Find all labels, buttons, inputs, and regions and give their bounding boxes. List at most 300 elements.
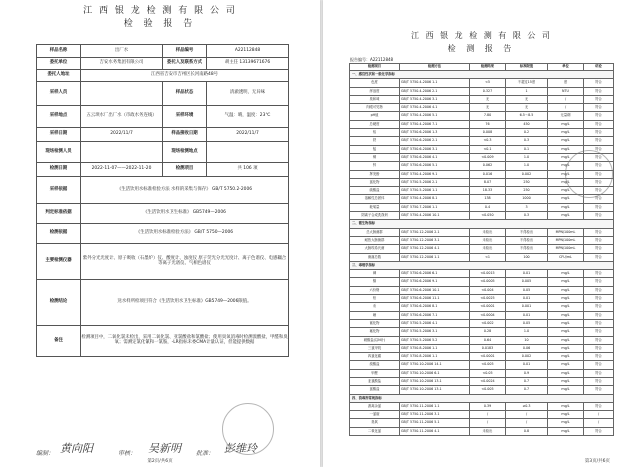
info-row bbox=[37, 142, 289, 163]
table-cell: mg/L bbox=[548, 344, 584, 352]
table-cell: GB/T 5750.6-2006 7.1 bbox=[400, 311, 470, 319]
table-cell: GB/T 5750.7-2006 1.1 bbox=[400, 203, 470, 211]
info-cell: 紫外分光光度计、原子吸收（石墨炉）仪、酸度计、浊度仪 原子荧光分光光度计、离子色谱仪、电感耦合等离子光谱仪、气相色谱仪 bbox=[81, 244, 289, 280]
table-cell: GB/T 5750.5-2006 4.1 bbox=[400, 319, 470, 327]
table-cell: mg/L bbox=[548, 162, 584, 170]
table-cell: GB/T 5750.6-2006 2.1 bbox=[400, 137, 470, 145]
table-cell: 0.01 bbox=[506, 361, 548, 369]
table-cell: 0.28 bbox=[470, 328, 506, 336]
table-cell: mg/L bbox=[548, 353, 584, 361]
table-cell: GB/T 5750.4-2006 2.1 bbox=[400, 87, 470, 95]
table-cell: 四氯化碳 bbox=[350, 353, 400, 361]
table-cell: 符合 bbox=[584, 328, 614, 336]
table-cell: 符合 bbox=[584, 212, 614, 220]
info-cell: 检测项目中，二氧化氯未检出，采用二氧化氯、亚氯酸盐和氯酸盐；使用臭氧消毒时检测溴酸盐，甲醛和臭氧；需测定氯化氰和一氯胺，-LR指标未委CMA计量认证，但能提供数据 bbox=[81, 326, 289, 357]
reviewer-label: 审核： bbox=[118, 450, 137, 457]
table-cell: 锰 bbox=[350, 145, 400, 153]
table-cell: 0.01 bbox=[506, 270, 548, 278]
table-cell: <0.004 bbox=[470, 286, 506, 294]
table-cell: mg/L bbox=[548, 270, 584, 278]
section-header: 三、毒理学指标 bbox=[350, 261, 614, 269]
table-cell: 未检出 bbox=[470, 427, 506, 435]
table-cell: MPN/100mL bbox=[548, 245, 584, 253]
table-cell: 六价铬 bbox=[350, 286, 400, 294]
table-cell: 0.4 bbox=[470, 203, 506, 211]
table-cell: 1000 bbox=[506, 195, 548, 203]
table-cell: 溶解性总固体 bbox=[350, 195, 400, 203]
table-cell: 符合 bbox=[584, 311, 614, 319]
table-cell: mg/L bbox=[548, 369, 584, 377]
table-cell: <0.050 bbox=[470, 212, 506, 220]
company-name: 江 西 银 龙 检 测 有 限 公 司 bbox=[411, 31, 552, 40]
table-cell: 250 bbox=[506, 178, 548, 186]
section-header: 一、感官性状和一般化学指标 bbox=[350, 71, 614, 79]
info-cell: 江西省吉安市吉州区长河南路48号 bbox=[81, 70, 289, 82]
info-cell: 采样地点 bbox=[37, 106, 81, 128]
info-cell: 样品名称 bbox=[37, 45, 81, 58]
table-row bbox=[350, 411, 614, 419]
table-cell: 总大肠菌群 bbox=[350, 228, 400, 236]
info-cell: 吉安水务集团有限公司 bbox=[81, 58, 163, 70]
info-row bbox=[37, 58, 289, 70]
table-row bbox=[350, 369, 614, 377]
table-cell: / bbox=[584, 411, 614, 419]
table-cell: GB/T 5750.6-2006 10.1 bbox=[400, 286, 470, 294]
table-cell: mg/L bbox=[548, 137, 584, 145]
table-cell: 符合 bbox=[584, 278, 614, 286]
info-row bbox=[37, 326, 289, 357]
table-cell: GB/T 5750.11-2006 3.1 bbox=[400, 411, 470, 419]
table-row bbox=[350, 261, 614, 269]
table-cell: 无 bbox=[506, 104, 548, 112]
table-cell: 0.64 bbox=[470, 336, 506, 344]
table-cell: 0.002 bbox=[506, 170, 548, 178]
table-cell: 符合 bbox=[584, 377, 614, 385]
compiler-signature: 黄向阳 bbox=[60, 442, 93, 455]
table-cell: GB/T 5750.8-2006 1.1 bbox=[400, 353, 470, 361]
table-cell: 符合 bbox=[584, 295, 614, 303]
table-cell: / bbox=[548, 95, 584, 103]
table-cell: 0.05 bbox=[506, 319, 548, 327]
table-cell: 氟化物 bbox=[350, 328, 400, 336]
table-cell: 臭和味 bbox=[350, 95, 400, 103]
table-cell: 符合 bbox=[584, 203, 614, 211]
table-cell: 1.0 bbox=[506, 162, 548, 170]
info-cell bbox=[81, 82, 163, 106]
table-row bbox=[350, 419, 614, 427]
table-cell: <1 bbox=[470, 253, 506, 261]
info-row bbox=[37, 204, 289, 224]
table-cell: mg/L bbox=[548, 145, 584, 153]
table-cell: 76 bbox=[470, 120, 506, 128]
table-cell: / bbox=[548, 104, 584, 112]
table-row bbox=[350, 286, 614, 294]
table-cell: <0.005 bbox=[470, 386, 506, 394]
info-cell: 气温：晴，温度：23℃ bbox=[207, 106, 289, 128]
official-seal bbox=[565, 150, 613, 198]
table-cell: 符合 bbox=[584, 369, 614, 377]
company-name: 江 西 银 龙 检 测 有 限 公 司 bbox=[83, 6, 237, 16]
table-cell: 总硬度 bbox=[350, 120, 400, 128]
table-cell: 硝酸盐(以N计) bbox=[350, 336, 400, 344]
table-cell: <0.009 bbox=[470, 153, 506, 161]
table-cell: GB/T 5750.4-2006 3.1 bbox=[400, 95, 470, 103]
section-header: 二、微生物指标 bbox=[350, 220, 614, 228]
table-cell: 氯化物 bbox=[350, 178, 400, 186]
table-cell: <5 bbox=[470, 79, 506, 87]
table-cell: GB/T 5750.12-2006 3.1 bbox=[400, 236, 470, 244]
table-cell: 甲醛 bbox=[350, 369, 400, 377]
table-cell: 0.3 bbox=[506, 212, 548, 220]
table-cell: 汞 bbox=[350, 303, 400, 311]
table-cell: <0.0025 bbox=[470, 295, 506, 303]
table-cell: 铜 bbox=[350, 153, 400, 161]
table-cell: 符合 bbox=[584, 153, 614, 161]
table-cell: <0.0024 bbox=[470, 377, 506, 385]
table-cell: 符合 bbox=[584, 319, 614, 327]
table-cell: GB/T 5750.12-2006 4.1 bbox=[400, 245, 470, 253]
table-cell: mg/L bbox=[548, 295, 584, 303]
info-cell: A22112848 bbox=[207, 45, 289, 58]
table-row bbox=[350, 212, 614, 220]
info-cell: 检测依据 bbox=[37, 224, 81, 244]
info-cell: 委托单位 bbox=[37, 58, 81, 70]
reviewer-signature: 吴新明 bbox=[148, 442, 181, 455]
table-cell: mg/L bbox=[548, 419, 584, 427]
table-cell: 大肠埃希氏菌 bbox=[350, 245, 400, 253]
table-cell: 0.7 bbox=[506, 377, 548, 385]
table-cell: 符合 bbox=[584, 303, 614, 311]
table-cell: GB/T 5750.10-2006 6.1 bbox=[400, 369, 470, 377]
table-cell: GB/T 5750.12-2006 2.1 bbox=[400, 228, 470, 236]
info-cell: 《生活饮用水标准检验方法 水样的采集与保存》 GB/T 5750.2-2006 bbox=[81, 177, 289, 204]
table-cell: 游离余氯 bbox=[350, 402, 400, 410]
table-cell: 耗氧量 bbox=[350, 203, 400, 211]
compiler-label: 编制： bbox=[36, 450, 55, 457]
table-cell: 0.2 bbox=[506, 129, 548, 137]
table-cell: 符合 bbox=[584, 129, 614, 137]
table-cell: 砷 bbox=[350, 270, 400, 278]
info-cell: 《生活饮用水卫生标准》 GB5749—2006 bbox=[81, 204, 289, 224]
table-cell: 不得检出 bbox=[506, 228, 548, 236]
table-cell: mg/L bbox=[548, 153, 584, 161]
table-cell: 0.1 bbox=[506, 145, 548, 153]
table-cell: NTU bbox=[548, 87, 584, 95]
table-cell: 0.05 bbox=[506, 286, 548, 294]
table-cell: GB/T 5750.4-2006 4.1 bbox=[400, 104, 470, 112]
table-cell: 符合 bbox=[584, 79, 614, 87]
table-cell: 臭氧 bbox=[350, 419, 400, 427]
table-cell: 0.9 bbox=[506, 369, 548, 377]
info-row bbox=[37, 70, 289, 82]
table-cell: 符合 bbox=[584, 120, 614, 128]
table-cell: <0.0001 bbox=[470, 353, 506, 361]
official-seal bbox=[222, 403, 274, 455]
table-cell: pH值 bbox=[350, 112, 400, 120]
info-cell: 现场检测地点 bbox=[163, 142, 207, 163]
table-cell: 0.016 bbox=[470, 170, 506, 178]
table-row bbox=[350, 295, 614, 303]
info-cell: 采样依据 bbox=[37, 177, 81, 204]
table-row bbox=[350, 311, 614, 319]
table-row bbox=[350, 95, 614, 103]
info-cell: 委托人及联系方式 bbox=[163, 58, 207, 70]
table-cell: GB/T 5750.11-2006 4.1 bbox=[400, 427, 470, 435]
info-cell: 判定标准依据 bbox=[37, 204, 81, 224]
table-cell: / bbox=[470, 419, 506, 427]
table-cell: 符合 bbox=[584, 170, 614, 178]
table-cell: 铁 bbox=[350, 137, 400, 145]
table-row bbox=[350, 104, 614, 112]
table-cell: 0.7 bbox=[506, 386, 548, 394]
table-cell: 符合 bbox=[584, 95, 614, 103]
table-cell: 肉眼可见物 bbox=[350, 104, 400, 112]
info-cell: 胡主任 13139671676 bbox=[207, 58, 289, 70]
approver-signature: 彭维玲 bbox=[224, 442, 257, 455]
info-row bbox=[37, 128, 289, 142]
table-cell: mg/L bbox=[548, 170, 584, 178]
table-cell: GB/T 5750.5-2006 2.1 bbox=[400, 178, 470, 186]
column-header: 结论 bbox=[584, 64, 614, 71]
info-cell: 备注 bbox=[37, 326, 81, 357]
info-cell: 主要检测仪器 bbox=[37, 244, 81, 280]
table-row bbox=[350, 79, 614, 87]
table-cell: mg/L bbox=[548, 195, 584, 203]
table-cell: 符合 bbox=[584, 245, 614, 253]
table-cell: 符合 bbox=[584, 162, 614, 170]
info-cell: 出厂水 bbox=[81, 45, 163, 58]
table-cell: / bbox=[506, 411, 548, 419]
info-cell: 2022/11/7 bbox=[207, 128, 289, 142]
report-number: 报告编号：A22112848 bbox=[350, 57, 394, 62]
table-cell: mg/L bbox=[548, 286, 584, 294]
table-cell: GB/T 5750.5-2006 3.1 bbox=[400, 328, 470, 336]
table-cell: 挥发酚 bbox=[350, 170, 400, 178]
table-cell: 符合 bbox=[584, 236, 614, 244]
table-cell: CFU/mL bbox=[548, 253, 584, 261]
table-cell: 未检出 bbox=[470, 228, 506, 236]
table-row bbox=[350, 427, 614, 435]
table-cell: 7.80 bbox=[470, 112, 506, 120]
table-cell: 1.0 bbox=[506, 328, 548, 336]
table-cell: 符合 bbox=[584, 286, 614, 294]
table-cell: 硫酸盐 bbox=[350, 187, 400, 195]
table-cell: GB/T 5750.6-2006 8.1 bbox=[400, 303, 470, 311]
table-cell: <0.0001 bbox=[470, 303, 506, 311]
table-cell: mg/L bbox=[548, 402, 584, 410]
column-header: 单位 bbox=[548, 64, 584, 71]
table-cell: 0.06 bbox=[506, 344, 548, 352]
table-cell: mg/L bbox=[548, 427, 584, 435]
table-cell: 符合 bbox=[584, 336, 614, 344]
table-cell: 0.002 bbox=[506, 353, 548, 361]
table-cell: GB/T 5750.5-2006 1.1 bbox=[400, 187, 470, 195]
table-cell: GB/T 5750.4-2006 8.1 bbox=[400, 195, 470, 203]
table-cell: 锌 bbox=[350, 162, 400, 170]
info-row bbox=[37, 280, 289, 326]
table-cell: mg/L bbox=[548, 361, 584, 369]
table-cell: 铝 bbox=[350, 129, 400, 137]
table-cell: <0.3 bbox=[470, 137, 506, 145]
table-cell: 一氯胺 bbox=[350, 411, 400, 419]
table-cell: mg/L bbox=[548, 278, 584, 286]
table-cell: 未检出 bbox=[470, 245, 506, 253]
table-cell: 符合 bbox=[584, 187, 614, 195]
table-cell: GB/T 5750.8-2006 1.1 bbox=[400, 344, 470, 352]
sample-info-table bbox=[36, 44, 289, 357]
table-cell: <0.0015 bbox=[470, 270, 506, 278]
table-cell: 未检出 bbox=[470, 236, 506, 244]
table-cell: 0.327 bbox=[470, 87, 506, 95]
info-row bbox=[37, 45, 289, 58]
table-cell: mg/L bbox=[548, 212, 584, 220]
table-cell: GB/T 5750.10-2006 13.1 bbox=[400, 377, 470, 385]
table-cell: 0.39 bbox=[470, 402, 506, 410]
table-row bbox=[350, 377, 614, 385]
table-row bbox=[350, 245, 614, 253]
info-cell: 现场检测人员 bbox=[37, 142, 81, 163]
table-cell: <0.002 bbox=[470, 319, 506, 327]
table-cell: GB/T 5750.10-2006 14.1 bbox=[400, 361, 470, 369]
table-cell: <0.005 bbox=[470, 361, 506, 369]
table-row bbox=[350, 386, 614, 394]
table-row bbox=[350, 129, 614, 137]
table-cell: 0.3 bbox=[506, 137, 548, 145]
table-cell: 10 bbox=[506, 336, 548, 344]
table-cell: GB/T 5750.6-2006 6.1 bbox=[400, 270, 470, 278]
column-header: 检测方法 bbox=[400, 64, 470, 71]
table-row bbox=[350, 344, 614, 352]
table-cell: <0.0004 bbox=[470, 311, 506, 319]
table-cell: GB/T 5750.11-2006 1.1 bbox=[400, 402, 470, 410]
table-cell: 不超过15度 bbox=[506, 79, 548, 87]
table-cell: 0.001 bbox=[506, 303, 548, 311]
table-cell: 100 bbox=[506, 253, 548, 261]
info-cell: 检测项目 bbox=[163, 163, 207, 177]
table-cell: 0.005 bbox=[506, 278, 548, 286]
info-cell bbox=[81, 142, 163, 163]
table-cell: 0.8 bbox=[506, 427, 548, 435]
table-cell: GB/T 5750.4-2006 5.1 bbox=[400, 112, 470, 120]
table-cell: 0.008 bbox=[470, 129, 506, 137]
approver-label: 批准： bbox=[196, 450, 215, 457]
table-cell: GB/T 5750.6-2006 11.1 bbox=[400, 295, 470, 303]
table-cell: GB/T 5750.6-2006 9.1 bbox=[400, 278, 470, 286]
table-cell: GB/T 5750.5-2006 5.2 bbox=[400, 336, 470, 344]
table-row bbox=[350, 270, 614, 278]
table-row bbox=[350, 353, 614, 361]
table-cell: ≥0.3 bbox=[506, 402, 548, 410]
table-cell: 无 bbox=[470, 95, 506, 103]
table-cell: GB/T 5750.11-2006 5.1 bbox=[400, 419, 470, 427]
table-row bbox=[350, 137, 614, 145]
table-cell: 不得检出 bbox=[506, 236, 548, 244]
table-cell: 无 bbox=[506, 95, 548, 103]
column-header: 标准限值 bbox=[506, 64, 548, 71]
table-cell: MPN/100mL bbox=[548, 236, 584, 244]
table-cell: 0.0183 bbox=[470, 344, 506, 352]
table-cell: mg/L bbox=[548, 203, 584, 211]
info-cell: 2022-11-07——2022-11-20 bbox=[81, 163, 163, 177]
table-cell: GB/T 5750.6-2006 4.1 bbox=[400, 153, 470, 161]
table-cell: GB/T 5750.6-2006 1.3 bbox=[400, 129, 470, 137]
table-row bbox=[350, 145, 614, 153]
info-row bbox=[37, 106, 289, 128]
column-header: 检测项目 bbox=[350, 64, 400, 71]
table-cell: mg/L bbox=[548, 377, 584, 385]
table-row bbox=[350, 203, 614, 211]
table-row bbox=[350, 336, 614, 344]
column-header: 检测结果 bbox=[470, 64, 506, 71]
table-cell: mg/L bbox=[548, 336, 584, 344]
table-row bbox=[350, 120, 614, 128]
table-cell: 度 bbox=[548, 79, 584, 87]
info-cell: 2022/11/7 bbox=[81, 128, 163, 142]
section-header: 四、消毒剂常规指标 bbox=[350, 394, 614, 402]
table-cell: mg/L bbox=[548, 319, 584, 327]
table-row bbox=[350, 236, 614, 244]
table-cell: 符合 bbox=[584, 427, 614, 435]
table-cell: 浑浊度 bbox=[350, 87, 400, 95]
table-cell: 符合 bbox=[584, 270, 614, 278]
info-cell: 样品状态 bbox=[163, 82, 207, 106]
table-cell: 铅 bbox=[350, 295, 400, 303]
table-cell: 氯酸盐 bbox=[350, 386, 400, 394]
table-cell: 0.01 bbox=[506, 311, 548, 319]
table-cell: 250 bbox=[506, 187, 548, 195]
table-row bbox=[350, 87, 614, 95]
table-cell: 0.062 bbox=[470, 162, 506, 170]
info-cell: 五云坝水厂出厂水（市政水务连线） bbox=[81, 106, 163, 128]
table-cell: 三氯甲烷 bbox=[350, 344, 400, 352]
table-cell: 溴酸盐 bbox=[350, 361, 400, 369]
table-cell: 18.33 bbox=[470, 187, 506, 195]
info-row bbox=[37, 82, 289, 106]
table-cell: GB/T 5750.4-2006 10.1 bbox=[400, 212, 470, 220]
table-cell: 符合 bbox=[584, 344, 614, 352]
table-cell: 无 bbox=[470, 104, 506, 112]
table-cell: 色度 bbox=[350, 79, 400, 87]
table-row bbox=[350, 278, 614, 286]
info-cell: 检测日期 bbox=[37, 163, 81, 177]
table-cell: / bbox=[506, 419, 548, 427]
table-cell: GB/T 5750.6-2006 3.1 bbox=[400, 145, 470, 153]
table-row bbox=[350, 253, 614, 261]
table-cell: 不得检出 bbox=[506, 245, 548, 253]
table-cell: 符合 bbox=[584, 361, 614, 369]
table-cell: 符合 bbox=[584, 228, 614, 236]
info-cell: 委托人地址 bbox=[37, 70, 81, 82]
table-cell: 符合 bbox=[584, 253, 614, 261]
table-cell: 符合 bbox=[584, 137, 614, 145]
table-cell: mg/L bbox=[548, 129, 584, 137]
report-title: 检 测 报 告 bbox=[447, 44, 516, 53]
table-cell: GB/T 5750.6-2006 5.1 bbox=[400, 162, 470, 170]
info-cell: 检测结论 bbox=[37, 280, 81, 326]
info-cell: 共 106 项 bbox=[207, 163, 289, 177]
table-row bbox=[350, 195, 614, 203]
table-cell: 0.01 bbox=[506, 295, 548, 303]
table-cell: 符合 bbox=[584, 145, 614, 153]
table-cell: 二氧化氯 bbox=[350, 427, 400, 435]
table-cell: <0.0005 bbox=[470, 278, 506, 286]
info-cell: 采样日期 bbox=[37, 128, 81, 142]
table-cell: mg/L bbox=[548, 120, 584, 128]
info-cell: 清澈透明，无异味 bbox=[207, 82, 289, 106]
table-cell: <0.1 bbox=[470, 145, 506, 153]
report-page-right bbox=[323, 0, 640, 467]
info-row bbox=[37, 244, 289, 280]
